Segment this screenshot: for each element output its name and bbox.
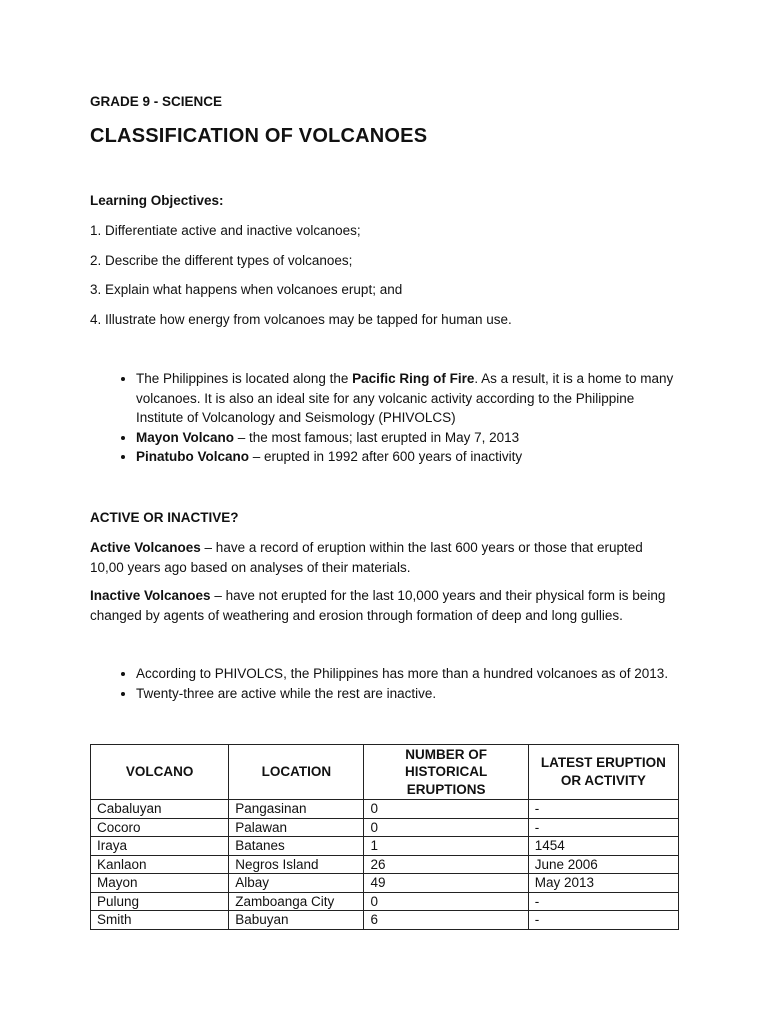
objective-item-3: 3. Explain what happens when volcanoes erupt; and bbox=[90, 282, 403, 297]
table-row bbox=[91, 855, 679, 874]
table-row bbox=[91, 837, 679, 856]
inactive-def-text: – have not erupted for the last 10,000 years and their physical form is being changed by agents of weathering and erosion through formation of deep and long gullies. bbox=[90, 588, 666, 623]
cell-location: Batanes bbox=[229, 837, 364, 856]
cell-latest: 1454 bbox=[528, 837, 678, 856]
cell-latest: - bbox=[528, 800, 678, 819]
cell-latest: - bbox=[528, 818, 678, 837]
fact-bold-term: Pinatubo Volcano bbox=[136, 449, 250, 465]
inactive-definition bbox=[90, 586, 680, 625]
cell-eruptions: 1 bbox=[364, 837, 528, 856]
cell-volcano: Pulung bbox=[91, 892, 229, 911]
cell-volcano: Mayon bbox=[91, 874, 229, 893]
cell-eruptions: 0 bbox=[364, 892, 528, 911]
cell-latest: May 2013 bbox=[528, 874, 678, 893]
objectives-heading: Learning Objectives: bbox=[90, 193, 224, 208]
cell-eruptions: 6 bbox=[364, 911, 528, 930]
active-def-text: – have a record of eruption within the last 600 years or those that erupted 10,00 years ago based on analyses of their materials. bbox=[90, 540, 643, 575]
fact-text: . As a result, it is a home to many volcanoes. It is also an ideal site for any volcanic activity according to the Philippine Institute of Volcanology and Seismology (PHIVOLCS) bbox=[136, 371, 674, 426]
fact-pinatubo bbox=[136, 447, 680, 467]
table-row bbox=[91, 892, 679, 911]
cell-location: Pangasinan bbox=[229, 800, 364, 819]
fact-bold-term: Mayon Volcano bbox=[136, 429, 235, 445]
objective-item-4: 4. Illustrate how energy from volcanoes may be tapped for human use. bbox=[90, 312, 512, 327]
volcano-table bbox=[90, 744, 679, 930]
cell-volcano: Kanlaon bbox=[91, 855, 229, 874]
cell-eruptions: 0 bbox=[364, 800, 528, 819]
cell-volcano: Cocoro bbox=[91, 818, 229, 837]
phivolcs-fact-2: • Twenty-three are active while the rest are inactive. bbox=[136, 684, 680, 704]
active-definition bbox=[90, 538, 680, 577]
fact-ring-of-fire bbox=[136, 369, 680, 428]
objective-item-2: 2. Describe the different types of volcanoes; bbox=[90, 253, 353, 268]
column-header-location: LOCATION bbox=[229, 745, 364, 800]
cell-location: Negros Island bbox=[229, 855, 364, 874]
objective-item-1: 1. Differentiate active and inactive volcanoes; bbox=[90, 223, 361, 238]
cell-volcano: Smith bbox=[91, 911, 229, 930]
cell-location: Albay bbox=[229, 874, 364, 893]
column-header-volcano: VOLCANO bbox=[91, 745, 229, 800]
fact-mayon bbox=[136, 428, 680, 448]
column-header-eruptions: NUMBER OF HISTORICAL ERUPTIONS bbox=[364, 745, 528, 800]
page-title: CLASSIFICATION OF VOLCANOES bbox=[90, 125, 428, 147]
fact-text: – the most famous; last erupted in May 7, 2013 bbox=[234, 429, 520, 445]
table-row bbox=[91, 874, 679, 893]
cell-latest: - bbox=[528, 892, 678, 911]
cell-latest: June 2006 bbox=[528, 855, 678, 874]
facts-list bbox=[90, 369, 680, 467]
phivolcs-list bbox=[90, 664, 680, 703]
cell-location: Babuyan bbox=[229, 911, 364, 930]
cell-latest: - bbox=[528, 911, 678, 930]
fact-text: The Philippines is located along the bbox=[136, 371, 353, 386]
cell-location: Palawan bbox=[229, 818, 364, 837]
inactive-term: Inactive Volcanoes bbox=[90, 588, 211, 603]
column-header-latest: LATEST ERUPTION OR ACTIVITY bbox=[528, 745, 678, 800]
active-term: Active Volcanoes bbox=[90, 540, 201, 555]
cell-location: Zamboanga City bbox=[229, 892, 364, 911]
fact-text: – erupted in 1992 after 600 years of inactivity bbox=[249, 449, 523, 465]
grade-label: GRADE 9 - SCIENCE bbox=[90, 94, 223, 109]
active-inactive-heading: ACTIVE OR INACTIVE? bbox=[90, 510, 239, 525]
cell-volcano: Cabaluyan bbox=[91, 800, 229, 819]
cell-eruptions: 26 bbox=[364, 855, 528, 874]
table-row bbox=[91, 911, 679, 930]
cell-eruptions: 0 bbox=[364, 818, 528, 837]
phivolcs-fact-1: • According to PHIVOLCS, the Philippines has more than a hundred volcanoes as of 2013. bbox=[136, 664, 680, 684]
cell-volcano: Iraya bbox=[91, 837, 229, 856]
table-row bbox=[91, 800, 679, 819]
table-row bbox=[91, 818, 679, 837]
table-header-row bbox=[91, 745, 679, 800]
fact-bold-term: Pacific Ring of Fire bbox=[352, 371, 475, 386]
cell-eruptions: 49 bbox=[364, 874, 528, 893]
